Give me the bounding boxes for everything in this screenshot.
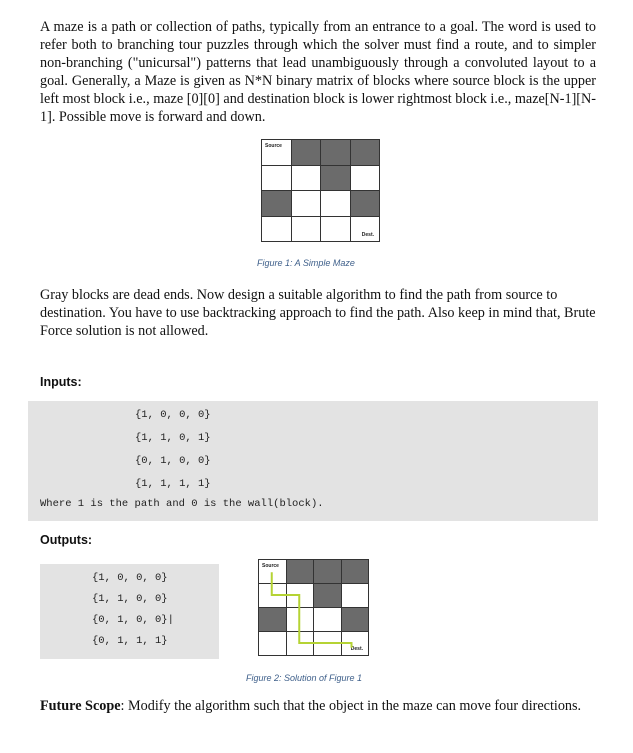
task-paragraph: Gray blocks are dead ends. Now design a suitable algorithm to find the path from source to destination. You have to use backtracking approach to find the path. Also keep in mind that, Brute Force solution is not allowed. [40,287,596,339]
inputs-heading: Inputs: [40,375,82,389]
maze1-cell [261,190,292,217]
maze2-solution-path [258,559,368,655]
output-line-3: {0, 1, 0, 0}| [92,614,174,626]
maze2-dest-label: Dest. [350,646,363,652]
maze1-cell [291,139,322,166]
future-scope-text: : Modify the algorithm such that the object in the maze can move four directions. [120,698,582,714]
outputs-code-box [40,564,219,659]
maze1-cell [320,139,351,166]
figure-2-caption: Figure 2: Solution of Figure 1 [246,673,363,683]
input-line-2: {1, 1, 0, 1} [135,432,211,444]
maze1-cell [350,139,381,166]
output-line-1: {1, 0, 0, 0} [92,572,168,584]
maze1-cell [320,190,351,217]
maze2-path-line [272,572,352,648]
future-scope-paragraph [40,697,596,715]
output-line-2: {1, 1, 0, 0} [92,593,168,605]
intro-paragraph: A maze is a path or collection of paths, typically from an entrance to a goal. The word is used to refer both to branching tour puzzles through which the solver must find a route, and to simpler non-branching ("unicursal") patterns that lead unambiguously through a convoluted layout to a goal. Generally, a Maze is given as N*N binary matrix of blocks where source block is the upper left most block i.e., maze [0][0] and destination block is lower rightmost block i.e., maze[N-1][N-1]. Possible move is forward and down. [40,19,596,125]
inputs-code-box [28,401,598,521]
future-scope-label: Future Scope [40,698,121,714]
maze-figure-2 [258,559,368,655]
maze1-cell [291,216,322,243]
maze1-cell [350,165,381,192]
maze1-source-label: Source [265,143,282,149]
output-line-4: {0, 1, 1, 1} [92,635,168,647]
maze1-cell [261,165,292,192]
maze1-cell [291,190,322,217]
maze1-cell [350,190,381,217]
input-note: Where 1 is the path and 0 is the wall(block). [40,498,324,510]
maze2-source-label: Source [262,563,279,569]
maze1-cell [350,216,381,243]
outputs-heading: Outputs: [40,533,93,547]
maze1-cell [291,165,322,192]
input-line-4: {1, 1, 1, 1} [135,478,211,490]
input-line-1: {1, 0, 0, 0} [135,409,211,421]
maze-figure-1 [261,139,379,241]
maze1-cell [261,216,292,243]
figure-1-caption: Figure 1: A Simple Maze [257,258,355,268]
input-line-3: {0, 1, 0, 0} [135,455,211,467]
maze1-cell [320,216,351,243]
maze1-dest-label: Dest. [361,232,374,238]
maze1-cell [320,165,351,192]
